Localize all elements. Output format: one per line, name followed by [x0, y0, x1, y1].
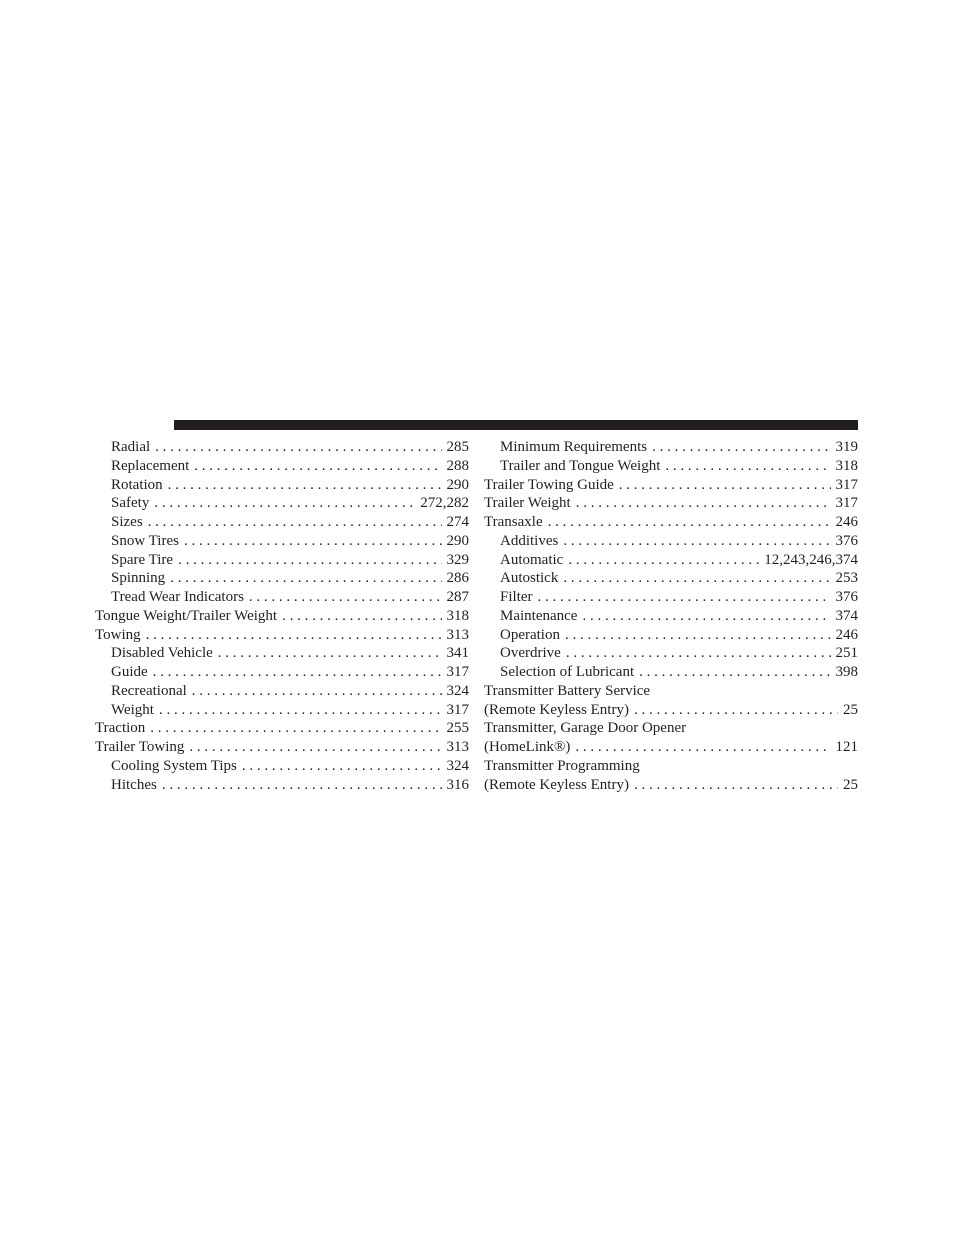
index-entry — [95, 626, 469, 645]
entry-page: 290 — [446, 532, 469, 549]
index-entry — [95, 494, 469, 513]
index-entry — [484, 626, 858, 645]
index-entry — [484, 682, 858, 701]
dot-leader — [639, 663, 830, 682]
entry-label: (HomeLink®) — [484, 739, 571, 755]
dot-leader — [665, 457, 830, 476]
entry-label: Trailer Towing — [95, 739, 185, 755]
entry-page: 313 — [446, 739, 469, 755]
index-entry — [95, 438, 469, 457]
dot-leader — [153, 663, 442, 682]
dot-leader — [568, 551, 759, 570]
index-entry — [484, 776, 858, 795]
entry-label: Cooling System Tips — [111, 757, 237, 774]
dot-leader — [538, 588, 831, 607]
dot-leader — [218, 644, 442, 663]
dot-leader — [242, 757, 442, 776]
dot-leader — [563, 569, 830, 588]
dot-leader — [178, 551, 441, 570]
entry-label: Radial — [111, 439, 151, 455]
entry-label: Snow Tires — [111, 532, 179, 549]
entry-page: 317 — [446, 664, 469, 680]
entry-page: 324 — [446, 682, 469, 699]
dot-leader — [563, 532, 830, 551]
entry-label: Towing — [95, 626, 141, 643]
entry-label: Spinning — [111, 570, 166, 587]
dot-leader — [192, 682, 442, 701]
entry-label: Trailer and Tongue Weight — [500, 457, 661, 474]
index-entry — [484, 569, 858, 588]
entry-page: 274 — [446, 514, 469, 530]
index-entry — [95, 738, 469, 757]
entry-page: 398 — [835, 664, 858, 680]
index-column-right — [484, 438, 858, 794]
index-entry — [484, 738, 858, 757]
entry-label: (Remote Keyless Entry) — [484, 776, 629, 793]
index-entry — [484, 494, 858, 513]
dot-leader — [189, 738, 441, 757]
entry-page: 318 — [835, 457, 858, 474]
entry-label: Filter — [500, 589, 533, 605]
entry-page: 317 — [835, 495, 858, 512]
index-entry — [484, 532, 858, 551]
entry-label: Autostick — [500, 570, 559, 587]
dot-leader — [170, 569, 441, 588]
dot-leader — [576, 494, 831, 513]
dot-leader — [575, 738, 830, 757]
entry-label: Hitches — [111, 776, 157, 793]
entry-page: 251 — [835, 645, 858, 662]
dot-leader — [652, 438, 830, 457]
dot-leader — [565, 626, 831, 645]
dot-leader — [282, 607, 441, 626]
dot-leader — [548, 513, 831, 532]
index-entry — [484, 551, 858, 570]
index-entry — [95, 663, 469, 682]
entry-label: Trailer Towing Guide — [484, 476, 614, 493]
entry-page: 121 — [835, 739, 858, 755]
index-entry — [95, 719, 469, 738]
index-entry — [484, 644, 858, 663]
entry-page: 316 — [446, 776, 469, 793]
dot-leader — [194, 457, 441, 476]
index-entry — [484, 607, 858, 626]
entry-label: Operation — [500, 626, 560, 643]
index-entry — [95, 776, 469, 795]
entry-page: 25 — [843, 701, 858, 718]
entry-page: 313 — [446, 626, 469, 643]
index-entry — [95, 551, 469, 570]
entry-label: Guide — [111, 664, 148, 680]
dot-leader — [162, 776, 442, 795]
dot-leader — [168, 476, 442, 495]
entry-label: Selection of Lubricant — [500, 664, 635, 680]
entry-label: Weight — [111, 701, 154, 718]
index-entry — [95, 476, 469, 495]
index-entry — [484, 438, 858, 457]
dot-leader — [582, 607, 830, 626]
entry-page: 25 — [843, 776, 858, 793]
dot-leader — [634, 701, 838, 720]
entry-page: 246 — [835, 514, 858, 530]
index-entry — [484, 513, 858, 532]
entry-label: Disabled Vehicle — [111, 645, 213, 662]
index-entry — [95, 682, 469, 701]
entry-page: 285 — [446, 439, 469, 455]
entry-label: Maintenance — [500, 607, 578, 624]
index-entry — [484, 701, 858, 720]
dot-leader — [154, 494, 415, 513]
entry-label: Minimum Requirements — [500, 439, 648, 455]
index-entry — [95, 644, 469, 663]
dot-leader — [146, 626, 442, 645]
entry-page: 341 — [446, 645, 469, 662]
entry-label: Additives — [500, 532, 559, 549]
entry-page: 374 — [835, 607, 858, 624]
index-entry — [484, 757, 858, 776]
entry-label: Transmitter Battery Service — [484, 682, 651, 699]
index-entry — [95, 532, 469, 551]
dot-leader — [619, 476, 831, 495]
index-entry — [95, 588, 469, 607]
entry-page: 12,243,246,374 — [764, 551, 858, 568]
entry-page: 317 — [446, 701, 469, 718]
entry-label: Tongue Weight/Trailer Weight — [95, 607, 278, 624]
entry-label: Overdrive — [500, 645, 561, 662]
dot-leader — [159, 701, 442, 720]
entry-page: 272,282 — [420, 495, 469, 512]
dot-leader — [566, 644, 831, 663]
entry-page: 255 — [446, 720, 469, 737]
entry-label: Transmitter Programming — [484, 757, 640, 774]
index-entry — [95, 569, 469, 588]
index-entry — [95, 607, 469, 626]
entry-page: 253 — [835, 570, 858, 587]
entry-label: Spare Tire — [111, 551, 174, 568]
dot-leader — [634, 776, 838, 795]
entry-page: 286 — [446, 570, 469, 587]
dot-leader — [155, 438, 441, 457]
index-entry — [484, 719, 858, 738]
index-entry — [484, 588, 858, 607]
dot-leader — [150, 719, 441, 738]
entry-label: Recreational — [111, 682, 187, 699]
entry-label: Automatic — [500, 551, 564, 568]
index-entry — [484, 457, 858, 476]
entry-label: Traction — [95, 720, 146, 737]
entry-label: Trailer Weight — [484, 495, 571, 512]
dot-leader — [249, 588, 442, 607]
entry-label: (Remote Keyless Entry) — [484, 701, 629, 718]
entry-label: Replacement — [111, 457, 190, 474]
entry-label: Sizes — [111, 514, 143, 530]
index-entry — [484, 476, 858, 495]
dot-leader — [148, 513, 442, 532]
entry-page: 288 — [446, 457, 469, 474]
entry-label: Rotation — [111, 476, 163, 493]
index-column-left — [95, 438, 469, 794]
index-entry — [95, 513, 469, 532]
index-entry — [95, 701, 469, 720]
index-entry — [95, 757, 469, 776]
entry-page: 376 — [835, 589, 858, 605]
entry-page: 329 — [446, 551, 469, 568]
entry-page: 318 — [446, 607, 469, 624]
entry-page: 376 — [835, 532, 858, 549]
entry-page: 324 — [446, 757, 469, 774]
index-entry — [95, 457, 469, 476]
entry-page: 319 — [835, 439, 858, 455]
entry-label: Tread Wear Indicators — [111, 589, 244, 605]
entry-label: Transaxle — [484, 514, 543, 530]
header-rule — [174, 420, 858, 430]
entry-page: 290 — [446, 476, 469, 493]
entry-label: Safety — [111, 495, 150, 512]
dot-leader — [184, 532, 442, 551]
entry-page: 317 — [835, 476, 858, 493]
index-entry — [484, 663, 858, 682]
entry-label: Transmitter, Garage Door Opener — [484, 720, 687, 737]
entry-page: 246 — [835, 626, 858, 643]
entry-page: 287 — [446, 589, 469, 605]
